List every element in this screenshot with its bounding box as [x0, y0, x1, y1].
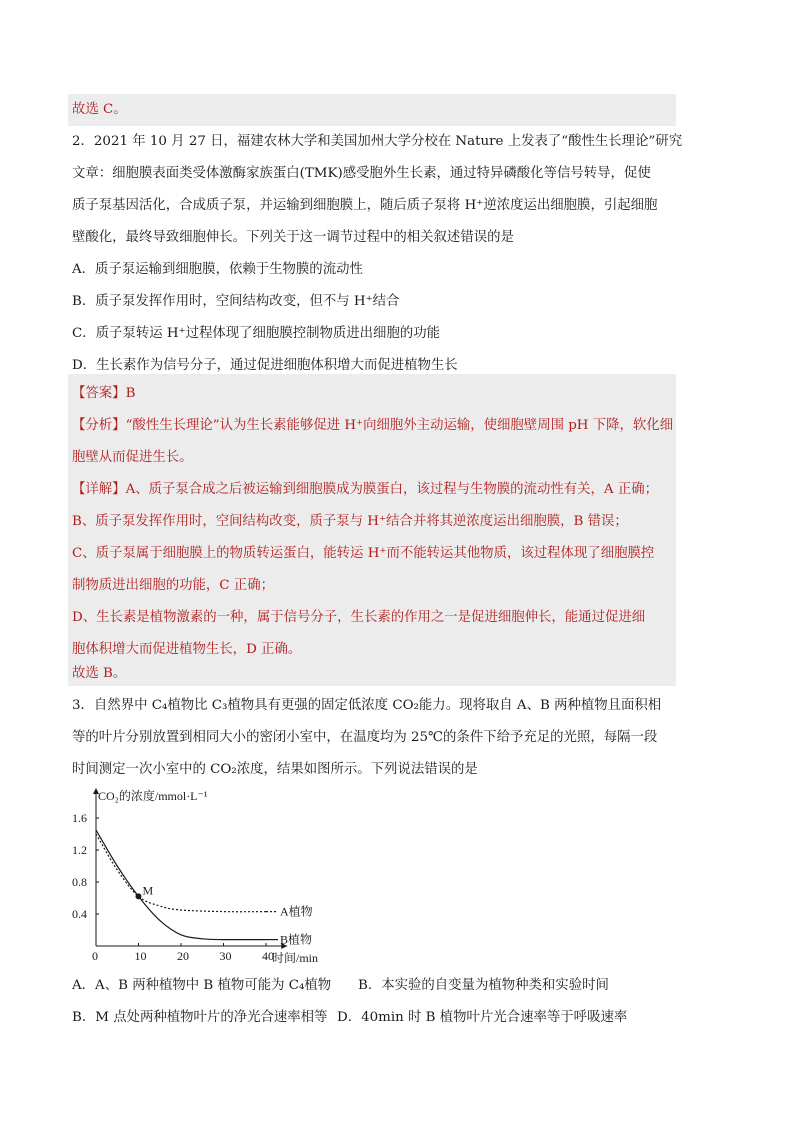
series-b-label: B植物: [280, 932, 313, 947]
q3-option-d: D．40min 时 B 植物叶片光合速率等于呼吸速率: [337, 1010, 628, 1025]
q1-solution-shade: [68, 94, 676, 126]
answer-tag: 【答案】: [72, 386, 126, 401]
detail-tag: 【详解】: [72, 482, 126, 497]
x-tick-label: 0: [92, 949, 98, 963]
q2-analysis-line-2: 胞壁从而促进生长。: [72, 450, 193, 465]
q2-option-b: B．质子泵发挥作用时，空间结构改变，但不与 H⁺结合: [72, 294, 400, 309]
q2-answer: [72, 384, 135, 404]
q3-stem-line-2: 等的叶片分别放置到相同大小的密闭小室中，在温度均为 25℃的条件下给予充足的光照，每隔一段: [72, 730, 658, 745]
chart-axes: [72, 788, 287, 963]
x-tick-label: 10: [134, 949, 147, 963]
y-axis-label: CO₂的浓度/mmol·L⁻¹: [98, 789, 208, 803]
q2-option-a: A．质子泵运输到细胞膜，依赖于生物膜的流动性: [72, 262, 363, 277]
series-a-label: A植物: [280, 904, 313, 919]
point-m-marker: [136, 893, 142, 899]
q2-detail-line-5: D、生长素是植物激素的一种，属于信号分子，生长素的作用之一是促进细胞伸长，能通过促进细: [72, 610, 646, 625]
q2-detail-line-2: B、质子泵发挥作用时，空间结构改变，质子泵与 H⁺结合并将其逆浓度运出细胞膜，B 错误；: [72, 514, 628, 529]
co2-concentration-chart: [72, 784, 332, 974]
answer-value: B: [125, 386, 136, 401]
q2-option-d: D．生长素作为信号分子，通过促进细胞体积增大而促进植物生长: [72, 358, 458, 373]
q2-detail-line-1: [72, 480, 658, 500]
q2-detail-line-4: 制物质进出细胞的功能，C 正确；: [72, 578, 274, 593]
analysis-tag: 【分析】: [72, 418, 126, 433]
detail-text-1: A、质子泵合成之后被运输到细胞膜成为膜蛋白，该过程与生物膜的流动性有关，A 正确；: [125, 482, 659, 497]
q2-stem-line-1: 2．2021 年 10 月 27 日，福建农林大学和美国加州大学分校在 Nature 上发表了“酸性生长理论”研究: [72, 134, 683, 149]
q2-stem-line-3: 质子泵基因活化，合成质子泵，并运输到细胞膜上，随后质子泵将 H⁺逆浓度运出细胞膜，引起细胞: [72, 198, 658, 213]
point-m-label: M: [142, 883, 154, 898]
q2-detail-line-3: C、质子泵属于细胞膜上的物质转运蛋白，能转运 H⁺而不能转运其他物质，该过程体现了细胞膜控: [72, 546, 655, 561]
analysis-text-1: “酸性生长理论”认为生长素能够促进 H⁺向细胞外主动运输，使细胞壁周围 pH 下降，软化细: [125, 418, 674, 433]
q2-detail-line-6: 胞体积增大而促进植物生长，D 正确。: [72, 642, 302, 657]
x-tick-label: 40: [262, 949, 274, 963]
q3-stem-line-3: 时间测定一次小室中的 CO₂浓度，结果如图所示。下列说法错误的是: [72, 762, 478, 777]
q3-option-b: B．本实验的自变量为植物种类和实验时间: [358, 978, 609, 993]
q1-conclusion: 故选 C。: [72, 102, 127, 117]
q3-option-c: B．M 点处两种植物叶片的净光合速率相等: [72, 1010, 328, 1025]
series-b-line: [96, 830, 266, 940]
y-tick-label: 0.4: [72, 907, 87, 921]
y-tick-label: 0.8: [72, 875, 87, 889]
chart-marks: [96, 830, 313, 947]
q2-analysis-line-1: [72, 416, 673, 436]
q3-option-a: A．A、B 两种植物中 B 植物可能为 C₄植物: [72, 978, 332, 993]
q2-conclusion: 故选 B。: [72, 666, 127, 681]
q2-stem-line-2: 文章：细胞膜表面类受体激酶家族蛋白(TMK)感受胞外生长素，通过特异磷酸化等信号转导，促使: [72, 166, 651, 181]
q2-option-c: C．质子泵转运 H⁺过程体现了细胞膜控制物质进出细胞的功能: [72, 326, 441, 341]
q2-stem-line-4: 壁酸化，最终导致细胞伸长。下列关于这一调节过程中的相关叙述错误的是: [72, 230, 514, 245]
q3-stem-line-1: 3．自然界中 C₄植物比 C₃植物具有更强的固定低浓度 CO₂能力。现将取自 A、B 两种植物且面积相: [72, 698, 662, 713]
x-tick-label: 30: [219, 949, 232, 963]
y-tick-label: 1.2: [72, 843, 87, 857]
x-axis-label: 时间/min: [272, 951, 319, 965]
x-tick-label: 20: [177, 949, 189, 963]
y-tick-label: 1.6: [72, 811, 87, 825]
